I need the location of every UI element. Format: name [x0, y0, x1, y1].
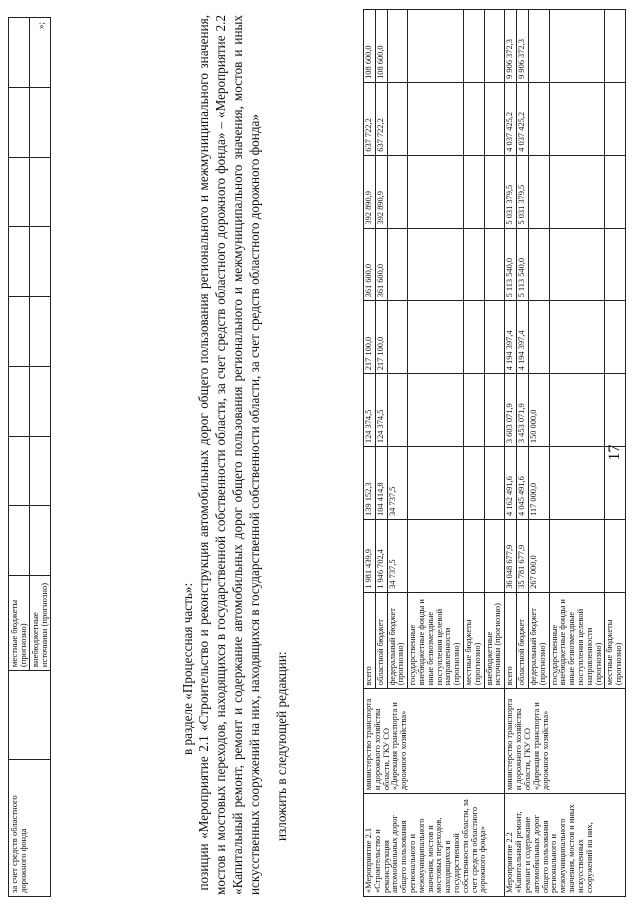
funding-source: местные бюджеты (прогнозно): [464, 592, 485, 688]
source-label: внебюджетные источники (прогнозно): [30, 576, 51, 671]
amount-cell: [387, 374, 408, 447]
amount-cell: [605, 374, 626, 447]
amount-cell: 34 737,5: [387, 447, 408, 520]
amount-cell: 217 100,0: [363, 301, 375, 374]
amount-cell: 124 374,5: [363, 374, 375, 447]
main-table: [363, 9, 626, 897]
table-row: [363, 10, 375, 897]
amount-cell: 267 000,0: [528, 519, 549, 592]
amount-cell: 108 600,0: [375, 10, 387, 83]
executor: министерство транспорта и дорожного хозяйства области, ГКУ СО «Дирекция транспорта и дорожного хозяйства»: [505, 689, 626, 794]
amount-cell: [484, 155, 505, 228]
amount-cell: [605, 301, 626, 374]
funding-source: областной бюджет: [517, 592, 529, 688]
amount-cell: [549, 301, 605, 374]
amount-cell: [528, 301, 549, 374]
amount-cell: [549, 519, 605, 592]
amount-cell: 5 113 540,0: [517, 228, 529, 301]
amount-cell: 108 600,0: [363, 10, 375, 83]
amount-cell: [549, 447, 605, 520]
funding-source: федеральный бюджет (прогнозно): [387, 592, 408, 688]
amount-cell: [484, 228, 505, 301]
amount-cell: [464, 374, 485, 447]
amount-cell: 4 045 491,6: [517, 447, 529, 520]
executor: министерство транспорта и дорожного хозяйства области, ГКУ СО «Дирекция транспорта и дорожного хозяйства»: [363, 689, 504, 794]
amount-cell: [605, 10, 626, 83]
amount-cell: [408, 447, 464, 520]
funding-source: всего: [363, 592, 375, 688]
amount-cell: [549, 228, 605, 301]
top-table-fragment: [8, 17, 51, 897]
amount-cell: [528, 82, 549, 155]
amount-cell: [528, 10, 549, 83]
amount-cell: [387, 301, 408, 374]
amount-cell: 637 722,2: [363, 82, 375, 155]
funding-source: областной бюджет: [375, 592, 387, 688]
amount-cell: [464, 155, 485, 228]
funding-source: внебюджетные источники (прогнозно): [484, 592, 505, 688]
amount-cell: [549, 82, 605, 155]
amount-cell: [528, 228, 549, 301]
amount-cell: 124 374,5: [375, 374, 387, 447]
amount-cell: 5 031 379,5: [505, 155, 517, 228]
table-row: [505, 10, 517, 897]
activity-name: Мероприятие 2.2 «Капитальный ремонт, ремонт и содержание автомобильных дорог общего пользования регионального и межмуниципального значения, мостов и иных искусственных сооружений на них,: [505, 794, 626, 897]
amount-cell: 104 414,8: [375, 447, 387, 520]
amount-cell: 3 603 071,9: [505, 374, 517, 447]
amount-cell: 361 600,0: [363, 228, 375, 301]
amount-cell: 35 781 677,9: [517, 519, 529, 592]
amount-cell: [605, 155, 626, 228]
amount-cell: 4 194 397,4: [517, 301, 529, 374]
amount-cell: [408, 10, 464, 83]
amount-cell: [484, 374, 505, 447]
funding-source: всего: [505, 592, 517, 688]
amount-cell: 1 946 702,4: [375, 519, 387, 592]
amount-cell: 1 981 439,9: [363, 519, 375, 592]
amount-cell: [464, 82, 485, 155]
amount-cell: [484, 82, 505, 155]
amount-cell: [484, 447, 505, 520]
amount-cell: [464, 447, 485, 520]
amount-cell: [549, 10, 605, 83]
body-paragraph: [196, 15, 264, 895]
tail-text: изложить в следующей редакции:: [274, 651, 289, 841]
amount-cell: [605, 447, 626, 520]
amount-cell: 36 048 677,9: [505, 519, 517, 592]
amount-cell: 5 031 379,5: [517, 155, 529, 228]
amount-cell: 392 890,9: [363, 155, 375, 228]
amount-cell: 117 000,0: [528, 447, 549, 520]
amount-cell: [387, 155, 408, 228]
funding-source: местные бюджеты (прогнозно): [605, 592, 626, 688]
amount-cell: 139 152,3: [363, 447, 375, 520]
amount-cell: [408, 374, 464, 447]
amount-cell: [464, 519, 485, 592]
amount-cell: [605, 82, 626, 155]
amount-cell: 9 906 372,3: [505, 10, 517, 83]
funding-source: государственные внебюджетные фонды и иные безвозмездные поступления целевой направленности (прогнозно): [408, 592, 464, 688]
end-mark: »;: [35, 22, 46, 30]
amount-cell: 150 000,0: [528, 374, 549, 447]
amount-cell: [408, 228, 464, 301]
table-row: [9, 18, 30, 897]
amount-cell: [408, 82, 464, 155]
amount-cell: [528, 155, 549, 228]
amount-cell: 392 890,9: [375, 155, 387, 228]
page-number: 17: [606, 444, 623, 461]
amount-cell: 4 037 425,2: [505, 82, 517, 155]
amount-cell: [408, 301, 464, 374]
funding-source: государственные внебюджетные фонды и иные безвозмездные поступления целевой направленности (прогнозно): [549, 592, 605, 688]
amount-cell: [464, 228, 485, 301]
amount-cell: 5 113 540,0: [505, 228, 517, 301]
amount-cell: 4 162 491,6: [505, 447, 517, 520]
amount-cell: 4 194 397,4: [505, 301, 517, 374]
body-text: позиции «Мероприятие 2.1 «Строительство и реконструкция автомобильных дорог общего пользования регионального и межмуниципального значения, мостов и мостовых переходов, находящихся в государственной собственности области, за счет средств областного дорожного фонда» – «Мероприятие 2.2 «Капитальный ремонт, ремонт и содержание автомобильных дорог общего пользования регионального и межмуниципального значения, мостов и иных искусственных сооружений на них, находящихся в государственной собственности области, за счет средств областного дорожного фонда»: [196, 14, 262, 895]
amount-cell: [605, 519, 626, 592]
amount-cell: [408, 519, 464, 592]
section-intro: в разделе «Процессная часть»:: [180, 582, 195, 755]
amount-cell: [387, 10, 408, 83]
amount-cell: [484, 301, 505, 374]
amount-cell: 34 737,5: [387, 519, 408, 592]
amount-cell: [464, 10, 485, 83]
amount-cell: [549, 155, 605, 228]
source-label: местные бюджеты (прогнозно): [9, 576, 30, 671]
amount-cell: 217 100,0: [375, 301, 387, 374]
amount-cell: [387, 228, 408, 301]
item-label: за счет средств областного дорожного фонда: [9, 760, 51, 897]
amount-cell: 637 722,2: [375, 82, 387, 155]
amount-cell: [484, 10, 505, 83]
amount-cell: [464, 301, 485, 374]
amount-cell: 4 037 425,2: [517, 82, 529, 155]
amount-cell: [408, 155, 464, 228]
amount-cell: [387, 82, 408, 155]
amount-cell: 9 906 372,3: [517, 10, 529, 83]
funding-source: федеральный бюджет (прогнозно): [528, 592, 549, 688]
amount-cell: [484, 519, 505, 592]
amount-cell: 3 453 071,9: [517, 374, 529, 447]
amount-cell: [605, 228, 626, 301]
amount-cell: [549, 374, 605, 447]
activity-name: «Мероприятие 2.1 «Строительство и реконструкция автомобильных дорог общего пользования регионального и межмуниципального значения, мостов и мостовых переходов, находящихся в государственной собственности области, за счет средств областного дорожного фонда»: [363, 794, 504, 897]
amount-cell: 361 600,0: [375, 228, 387, 301]
